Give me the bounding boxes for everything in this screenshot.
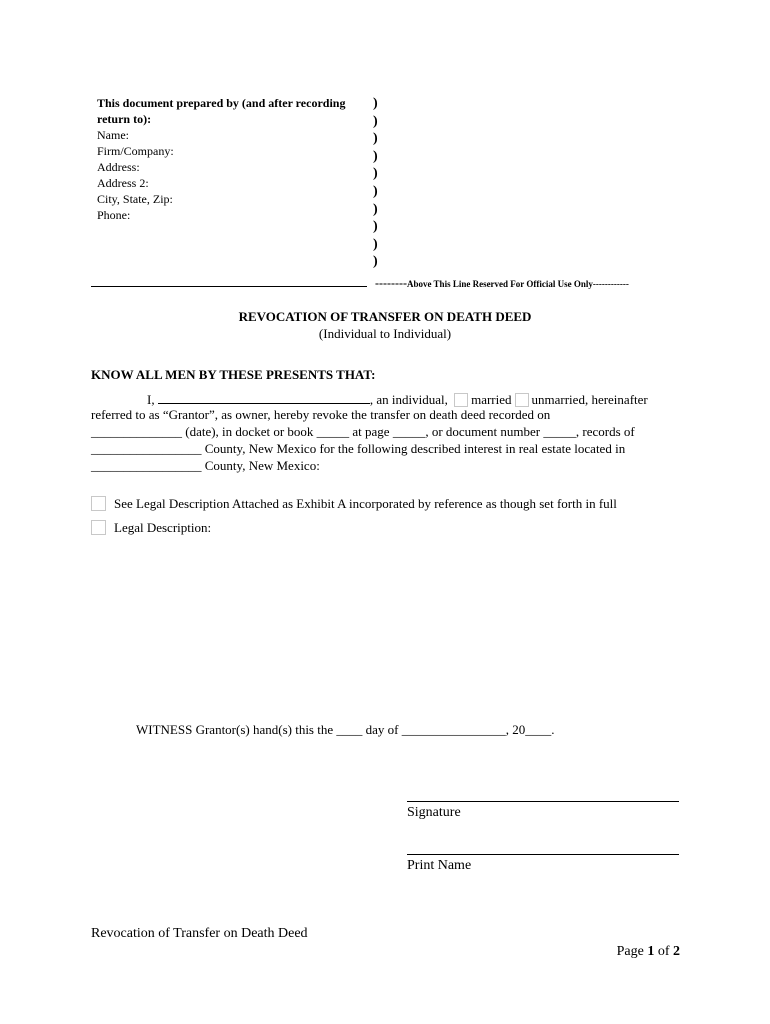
official-use-text: Above This Line Reserved For Official Use Only [406, 279, 593, 289]
preparer-field-city-state-zip: City, State, Zip: [97, 192, 173, 206]
unmarried-checkbox[interactable] [515, 393, 529, 407]
signature-line[interactable] [407, 801, 679, 802]
print-name-line[interactable] [407, 854, 679, 855]
body-line-4: _________________ County, New Mexico for the following described interest in real estate located in [91, 441, 626, 456]
preparer-field-phone: Phone: [97, 208, 131, 222]
recording-separator-line [91, 286, 367, 287]
official-use-lead: -------- [375, 276, 407, 290]
document-subtitle: (Individual to Individual) [318, 326, 452, 341]
legal-description-label: Legal Description: [114, 520, 212, 535]
footer-title: Revocation of Transfer on Death Deed [91, 926, 308, 941]
official-use-trail: ------------ [592, 279, 629, 289]
witness-statement: WITNESS Grantor(s) hand(s) this the ____ day of ________________, 20____. [136, 722, 555, 737]
page-of: of [654, 944, 673, 959]
signature-label: Signature [407, 805, 461, 820]
body-line-5: _________________ County, New Mexico: [91, 458, 320, 473]
print-name-label: Print Name [407, 858, 472, 873]
preparer-field-address2: Address 2: [97, 176, 149, 190]
body-line-3: ______________ (date), in docket or book _____ at page _____, or document number _____, records of [91, 424, 635, 439]
legal-description-checkbox[interactable] [91, 520, 106, 535]
legal-description-option [91, 520, 211, 536]
exhibit-checkbox[interactable] [91, 496, 106, 511]
exhibit-label: See Legal Description Attached as Exhibit A incorporated by reference as though set forth in full [114, 496, 617, 511]
preparer-field-firm: Firm/Company: [97, 144, 174, 158]
grantor-name-blank[interactable] [158, 391, 370, 404]
page-number [617, 944, 680, 960]
unmarried-label: unmarried, hereinafter [531, 392, 648, 407]
intro-heading: KNOW ALL MEN BY THESE PRESENTS THAT: [91, 367, 376, 382]
preparer-field-name: Name: [97, 128, 129, 142]
page-total: 2 [673, 944, 680, 959]
married-checkbox[interactable] [454, 393, 468, 407]
grantor-individual-text: , an individual, [369, 392, 452, 407]
body-line-2: referred to as “Grantor”, as owner, hereby revoke the transfer on death deed recorded on [91, 407, 551, 422]
grantor-prefix: I, [147, 392, 158, 407]
official-use-notice [375, 276, 629, 291]
preparer-heading: This document prepared by (and after recording return to): [97, 96, 346, 126]
page-current: 1 [647, 944, 655, 959]
page-prefix: Page [616, 944, 648, 959]
preparer-block [97, 95, 367, 223]
preparer-parentheses: ) ) ) ) ) ) ) ) ) ) [373, 96, 378, 270]
married-label: married [471, 392, 512, 407]
preparer-field-address: Address: [97, 160, 140, 174]
exhibit-option [91, 496, 617, 512]
document-title: REVOCATION OF TRANSFER ON DEATH DEED [238, 309, 532, 324]
